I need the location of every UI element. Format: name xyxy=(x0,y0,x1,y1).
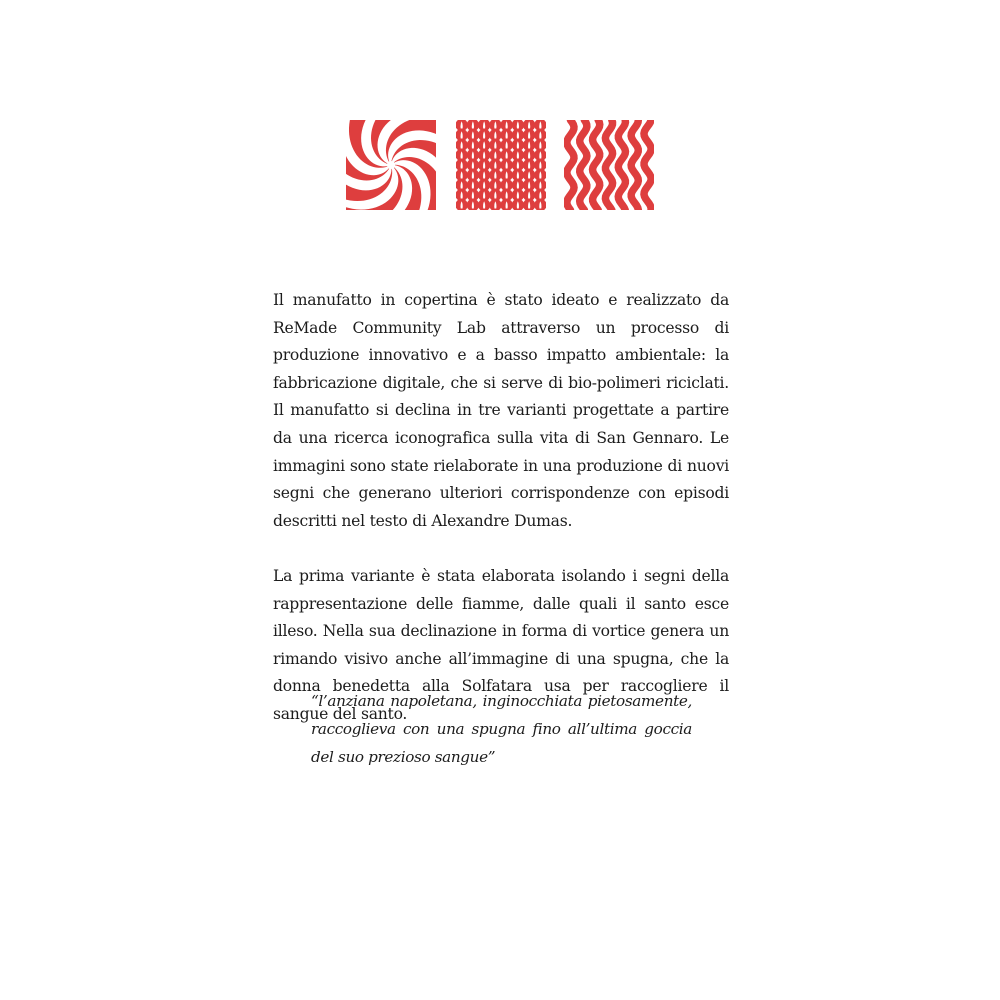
emblem-row xyxy=(346,120,656,212)
paragraph-first-variant: La prima variante è stata elaborata isolando i segni della rappresentazione delle fiamme, dalle quali il santo esce illeso. Nella sua declinazione in forma di vortice genera un rimando visivo anche all’immagine di una spugna, che la donna benedetta alla Solfatara usa per raccogliere il sangue del santo. xyxy=(273,566,729,723)
wave-line xyxy=(593,120,600,210)
block-quote xyxy=(311,687,692,771)
quote-text: “l’anziana napoletana, inginocchiata pietosamente, raccoglieva con una spugna fino all’ultima goccia del suo prezioso sangue” xyxy=(311,692,692,766)
wave-line xyxy=(605,120,612,210)
paragraph-intro: Il manufatto in copertina è stato ideato e realizzato da ReMade Community Lab attraverso un processo di produzione innovativo e a basso impatto ambientale: la fabbricazione digitale, che si serve di bio-polimeri riciclati. Il manufatto si declina in tre varianti progettate a partire da una ricerca iconografica sulla vita di San Gennaro. Le immagini sono state rielaborate in una produzione di nuovi segni che generano ulteriori corrispondenze con episodi descritti nel testo di Alexandre Dumas. xyxy=(273,291,729,530)
body-text xyxy=(273,287,729,729)
wave-line xyxy=(567,120,574,210)
wave-line xyxy=(618,120,625,210)
wave-line xyxy=(580,120,587,210)
wave-line xyxy=(631,120,638,210)
wavy-lines-icon xyxy=(564,120,654,210)
swirl-vortex-icon xyxy=(346,120,436,210)
flame-lattice-icon xyxy=(456,120,546,210)
swirl-center xyxy=(388,162,394,168)
wave-line xyxy=(644,120,651,210)
